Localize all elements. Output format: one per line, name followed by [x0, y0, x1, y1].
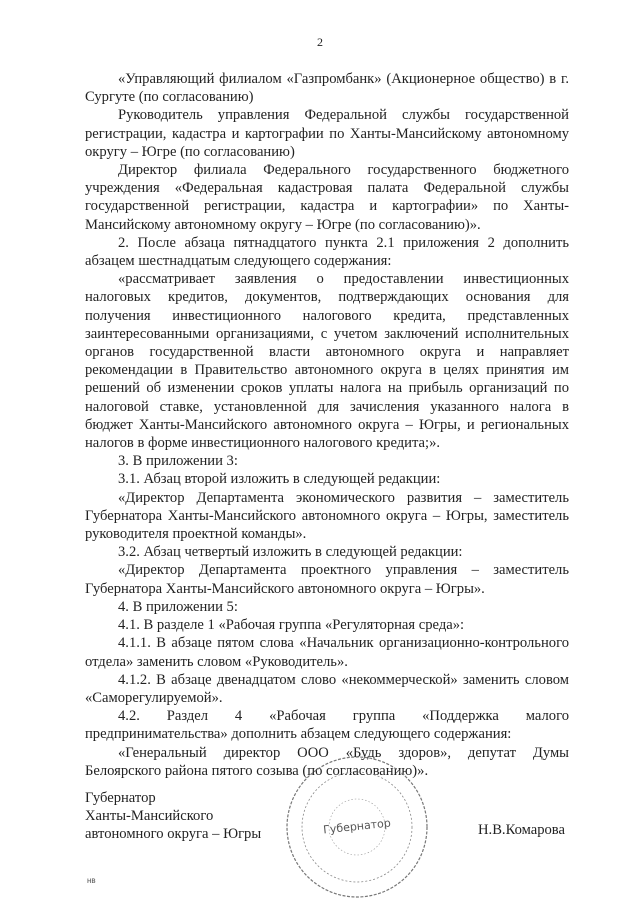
page-number: 2	[317, 35, 323, 49]
signatory-title-line: Губернатор	[85, 790, 156, 806]
paragraph: 4.1.1. В абзаце пятом слова «Начальник организационно-контрольного отдела» заменить словом «Руководитель».	[85, 635, 569, 670]
paragraph: «Управляющий филиалом «Газпромбанк» (Акционерное общество) в г. Сургуте (по согласованию)	[85, 71, 569, 106]
paragraph: 4.2. Раздел 4 «Рабочая группа «Поддержка малого предпринимательства» дополнить абзацем следующего содержания:	[85, 708, 569, 743]
paragraph: «рассматривает заявления о предоставлении инвестиционных налоговых кредитов, документов, подтверждающих основания для получения инвестиционного налогового кредита, представленных заинтересованными организациями, с учетом заключений исполнительных органов государственной власти автономного округа и направляет рекомендации в Правительство автономного округа в целях принятия им решений об изменении сроков уплаты налога на прибыль организаций по налоговой ставке, установленной для зачисления указанного налога в бюджет Ханты-Мансийского автономного округа – Югры, и региональных налогов в форме инвестиционного налогового кредита;».	[85, 271, 569, 452]
paragraph: 3.1. Абзац второй изложить в следующей редакции:	[118, 471, 441, 488]
paragraph: 4. В приложении 5:	[118, 598, 238, 615]
seal-label: Губернатор	[322, 816, 392, 837]
signatory-title-line: Ханты-Мансийского	[85, 808, 214, 825]
paragraph: Директор филиала Федерального государственного бюджетного учреждения «Федеральная кадастровая палата Федеральной службы государственной регистрации, кадастра и картографии» по Ханты-Мансийскому автономному округу – Югре (по согласованию)».	[85, 162, 569, 233]
paragraph: «Генеральный директор ООО «Будь здоров», депутат Думы Белоярского района пятого созыва (по согласованию)».	[85, 744, 569, 779]
paragraph: 3. В приложении 3:	[118, 453, 238, 470]
signatory-title-line: автономного округа – Югры	[85, 826, 262, 843]
executor-initials: нв	[87, 876, 96, 885]
signatory-name: Н.В.Комарова	[478, 822, 565, 838]
paragraph: 4.1. В разделе 1 «Рабочая группа «Регуляторная среда»:	[118, 617, 465, 634]
paragraph: 2. После абзаца пятнадцатого пункта 2.1 приложения 2 дополнить абзацем шестнадцатым следующего содержания:	[85, 234, 569, 270]
document-body	[85, 70, 569, 780]
paragraph: «Директор Департамента экономического развития – заместитель Губернатора Ханты-Мансийского автономного округа – Югры, заместитель руководителя проектной команды».	[85, 489, 569, 543]
official-seal-stamp	[282, 752, 432, 902]
paragraph: 4.1.2. В абзаце двенадцатом слово «некоммерческой» заменить словом «Саморегулируемой».	[85, 671, 569, 706]
paragraph: Руководитель управления Федеральной службы государственной регистрации, кадастра и картографии по Ханты-Мансийскому автономному округу – Югре (по согласованию)	[85, 107, 569, 160]
paragraph: 3.2. Абзац четвертый изложить в следующей редакции:	[118, 544, 463, 561]
paragraph: «Директор Департамента проектного управления – заместитель Губернатора Ханты-Мансийского автономного округа – Югры».	[85, 562, 569, 597]
signatory-title	[85, 789, 285, 844]
